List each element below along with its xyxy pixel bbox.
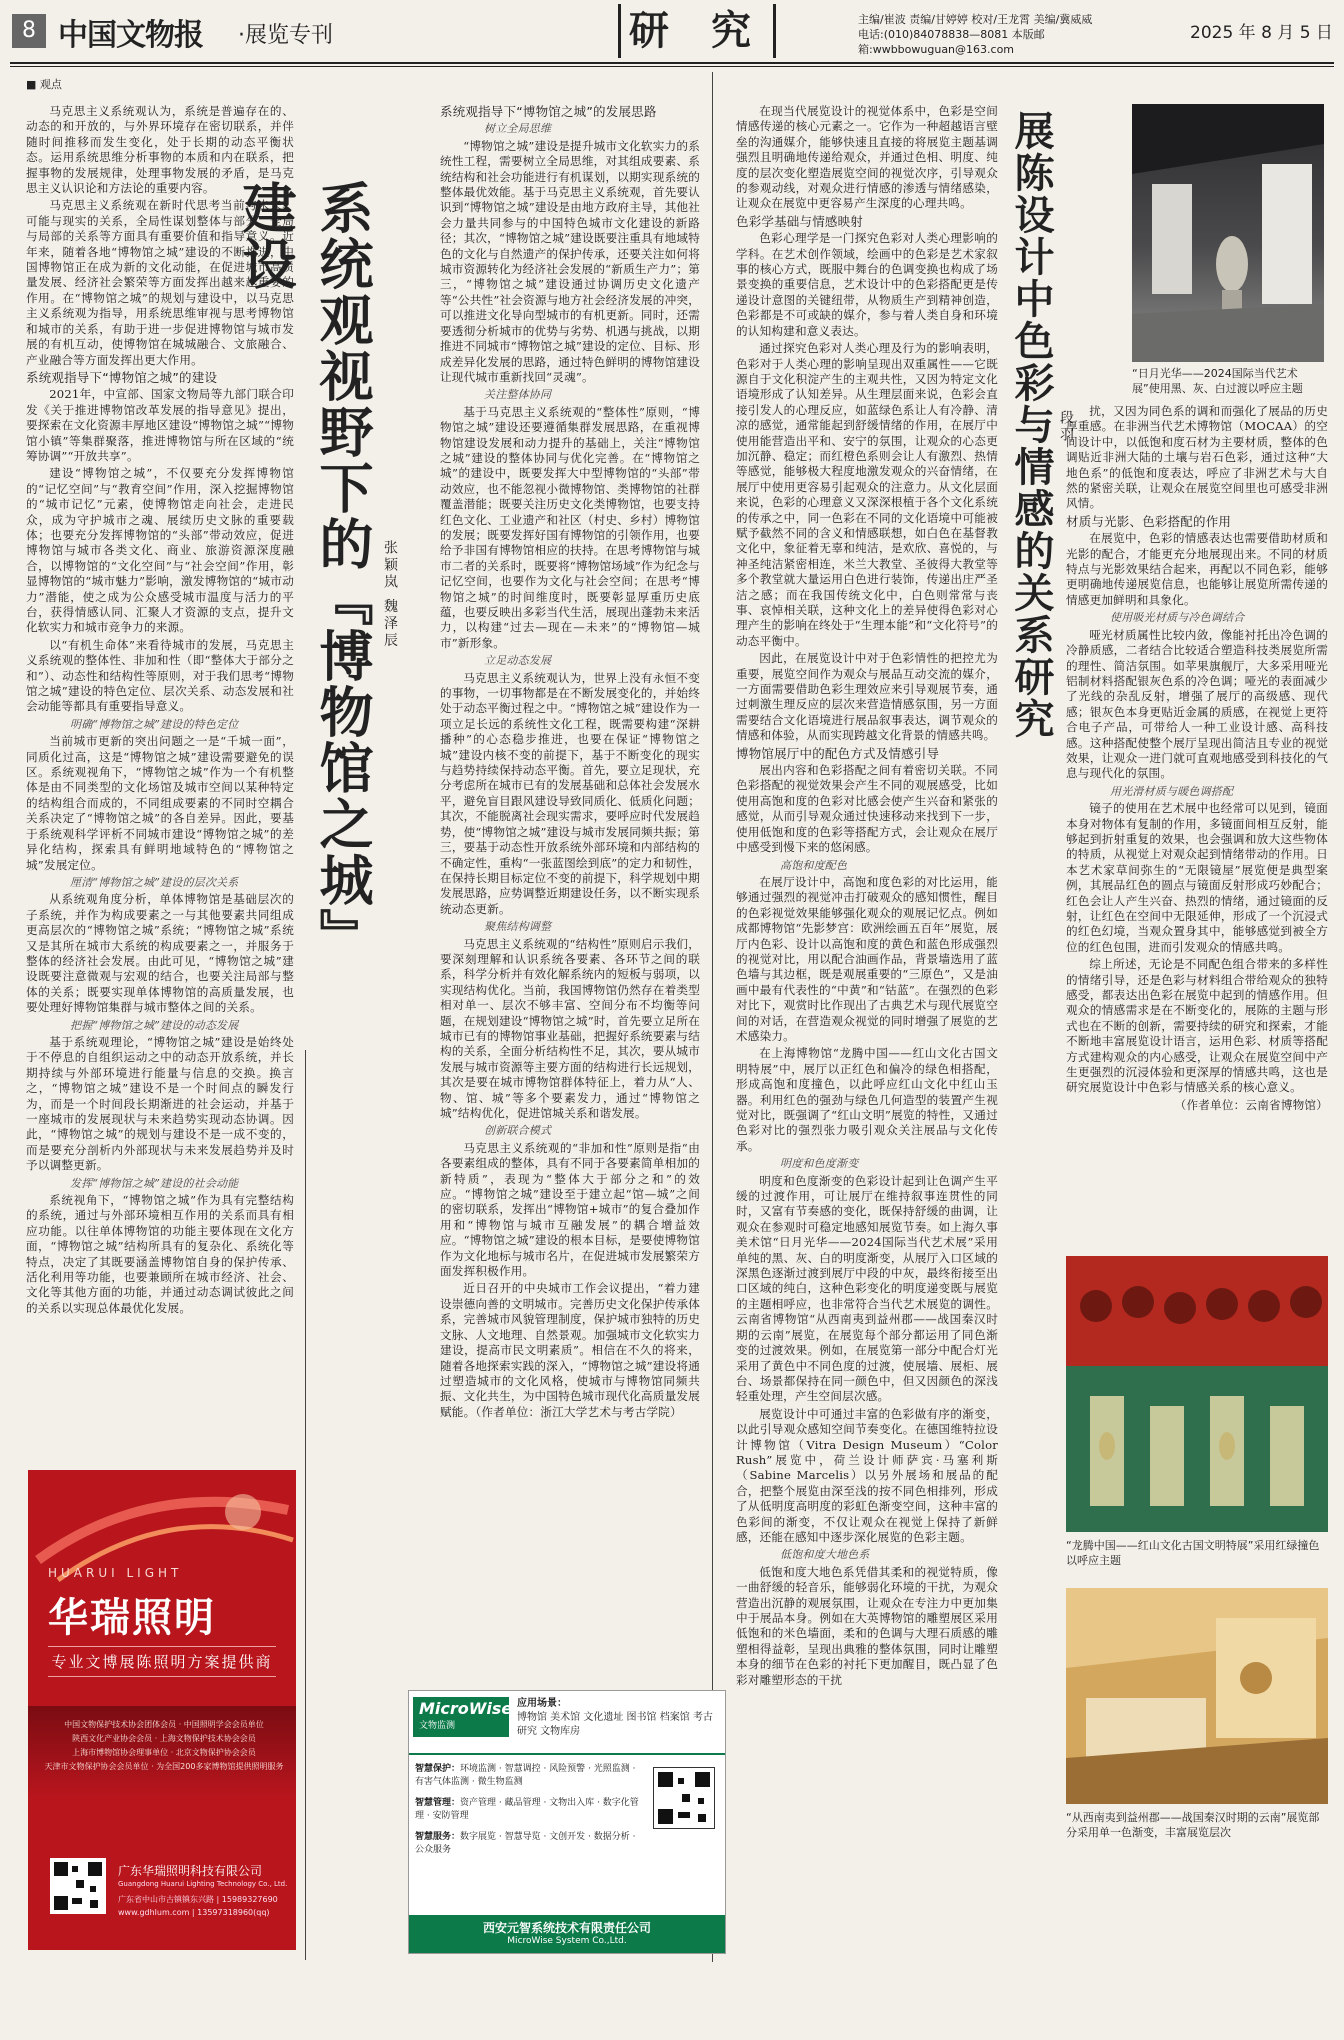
section-heading: 材质与光影、色彩搭配的作用 — [1066, 513, 1232, 529]
exhibition-photo-3 — [1066, 1588, 1328, 1804]
paragraph: 马克思主义系统观认为，世界上没有永恒不变的事物，一切事物都是在不断发展变化的，并始终处于动态平衡过程之中。“博物馆之城”建设作为一项立足长远的系统性文化工程，既需要构建“深耕播种”的心态稳步推进，也要在保证“博物馆之城”建设内核不变的前提下，基于不断变化的现实与趋势持续保持动态平衡。首先，要立足现状，充分考虑所在城市已有的发展基础和总体社会发展水平，避免盲目跟风建设导致同质化、低质化问题；其次，不能脱离社会现实需求，要呼应时代发展趋势，使“博物馆之城”建设与城市发展同频共振；第三，要基于动态性开放系统外部环境和内部结构的不确定性，重构“一张蓝图绘到底”的定力和韧性，在保持长期目标定位不变的前提下，科学规划中期发展思路，应势调整近期建设任务，以不断实现系统动态更新。 — [440, 670, 700, 916]
gallery-interior-icon — [1132, 104, 1324, 362]
feature-list — [415, 1763, 641, 1857]
paragraph: 在现当代展览设计的视觉体系中，色彩是空间情感传递的核心元素之一。它作为一种超越语言壁垒的沟通媒介，能够快速且直接的将展览主题基调强烈且明确地传递给观众，并通过色相、明度、纯度的层次变化塑造展览空间的视觉次序，引导观众的参观动线，对观众进行情感的渗透与情绪感染，让观众在展览中更容易产生深度的心理共鸣。 — [736, 104, 998, 211]
row2-label: 智慧管理： — [415, 1798, 461, 1808]
yellow-gallery-icon — [1066, 1588, 1328, 1804]
row3-text: 数字展览 · 智慧导览 · 文创开发 · 数据分析 · 公众服务 — [415, 1832, 636, 1855]
section-heading: 系统观指导下“博物馆之城”的发展思路 — [440, 104, 657, 119]
article1-author: 张颖岚 魏泽辰 — [382, 540, 398, 650]
paragraph: 通过探究色彩对人类心理及行为的影响表明，色彩对于人类心理的影响呈现出双重属性——它既源自于文化积淀产生的主观共性，又因为特定文化语境形成了认知差异。从生理层面来说，色彩会直接引发人的心理反应，如蓝绿色系让人有冷静、清凉的感觉，通常能起到舒缓情绪的作用，在展厅中使用能营造出平和、安宁的氛围，让观众的心态更加沉静、稳定；而红橙色系则会让人有激烈、热情等感觉，能够极大程度地激发观众的兴奋情绪，在展厅中使用更容易引起观众的注意力。从文化层面来说，色彩的心理意义又深深根植于各个文化系统的传承之中，同一色彩在不同的文化语境中可能被赋予截然不同的含义和情感联想，如白色在基督教文化中，象征着无辜和纯洁，是欢欣、喜悦的，与神圣纯洁紧密相连，米兰大教堂、圣彼得大教堂等多个教堂就大量运用白色进行装饰，传递出庄严圣洁之感；而在我国传统文化中，白色则常常与丧事、哀悼相关联，这种文化上的差异使得色彩对心理产生的影响在终处于“生理本能”和“文化符号”的动态平衡中。 — [736, 341, 998, 648]
paragraph: 色彩心理学是一门探究色彩对人类心理影响的学科。在艺术创作领域，绘画中的色彩是艺术家叙事的核心方式，既服中舞台的色调变换也构成了场景变换的重要信息，艺术设计中的色彩搭配更是传递设计意图的关键纽带，从物质生产到精神创造，色彩都是不可或缺的媒介，参与着人类自身和环境的认知构建和意义表达。 — [736, 231, 998, 338]
header-rule-thin — [10, 66, 1334, 67]
qr-code-icon[interactable] — [50, 1858, 106, 1914]
editor-line-1: 主编/崔波 责编/甘婷婷 校对/王龙霄 美编/冀威威 — [858, 13, 1093, 26]
article2-column-1 — [736, 104, 998, 1964]
subsection-heading: 高饱和度配色 — [780, 858, 848, 872]
brand-en: HUARUI LIGHT — [48, 1566, 183, 1580]
member-line: 陕西文化产业协会会员 · 上海文物保护技术协会会员 — [72, 1734, 256, 1743]
red-green-hall-icon — [1066, 1256, 1328, 1532]
editor-info — [858, 12, 1178, 57]
photo-caption-1: “日月光华——2024国际当代艺术展”使用黑、灰、白过渡以呼应主题 — [1132, 367, 1303, 395]
column-tag-label: 观点 — [39, 78, 62, 91]
paragraph: 马克思主义系统观的“结构性”原则启示我们，要深刻理解和认识系统各要素、各环节之间的联系，科学分析并有效化解系统内的短板与弱项，以实现结构优化。当前，我国博物馆仍然存在着类型相对单一、层次不够丰富、空间分布不均衡等问题，在规划建设“博物馆之城”时，首先要立足所在城市已有的博物馆事业基础，把握好系统要素与结构的关系，全面分析结构性不足，其次，要从城市发展与城市资源等主要方面的结构进行长远规划，其次是要在城市博物馆群体特征上，着力从“人、物、馆、城”等多个要素发力，通过“博物馆之城”结构优化，促进馆城关系和谐发展。 — [440, 936, 700, 1120]
section-heading: 系统观指导下“博物馆之城”的建设 — [26, 369, 218, 385]
company-cn: 西安元智系统技术有限责任公司 — [482, 1921, 651, 1935]
paragraph: 从系统观角度分析，单体博物馆是基础层次的子系统，并作为构成要素之一与其他要素共同组成更高层次的“博物馆之城”系统；“博物馆之城”系统又是其所在城市大系统的构成要素之一，并服务于整体的经济社会发展。由此可见，“博物馆之城”建设既要注意微观与宏观的结合，也要关注局部与整体的关系；既要实现单体博物馆的高质量发展，也要处理好博物馆集群与城市整体之间的关系。 — [26, 892, 294, 1015]
article2-title: 展陈设计中色彩与情感的关系研究 — [1008, 110, 1055, 740]
member-line: 上海市博物馆协会理事单位 · 北京文物保护协会会员 — [72, 1748, 256, 1757]
huarui-lighting-ad[interactable] — [28, 1470, 296, 1950]
section-heading: 博物馆展厅中的配色方式及情感引导 — [736, 745, 940, 761]
subsection-heading: 聚焦结构调整 — [484, 920, 552, 934]
editor-line-2: 电话:(010)84078838—8081 本版邮箱:wwbbowuguan@163.com — [858, 28, 1045, 56]
applications — [517, 1697, 717, 1739]
photo-caption-2: “龙腾中国——红山文化古国文明特展”采用红绿撞色以呼应主题 — [1066, 1539, 1320, 1567]
apps-title: 应用场景： — [517, 1698, 567, 1709]
paragraph: 系统视角下，“博物馆之城”作为具有完整结构的系统，通过与外部环境相互作用的关系而具有相应功能。以往单体博物馆的功能主要体现在文化方面，“博物馆之城”结构所具有的复杂化、系统化等特点，决定了其既要涵盖博物馆自身的保护传承、活化利用等功能，也要兼顾所在城市经济、社会、文化等其他方面的功能，并通过动态调试彼此之间的关系以实现总体最优化发展。 — [26, 1193, 294, 1315]
paragraph: 马克思主义系统观在新时代思考当前与未来、可能与现实的关系，全局性谋划整体与部分、全局与局部的关系等方面具有重要价值和指导意义。近年来，随着各地“博物馆之城”建设的不断推进，中国博物馆正在成为新的文化动能，在促进城市高质量发展、经济社会繁荣等方面发挥出越来越重要的作用。在“博物馆之城”的规划与建设中，以马克思主义系统观为指导，用系统思维审视与思考博物馆和城市的关系，有助于进一步促进博物馆与城市发展的有机互动，使博物馆在城城融合、文旅融合、产业融合等方面发挥出更大作用。 — [26, 198, 294, 367]
page-number: 8 — [12, 14, 46, 48]
photo-caption-3: “从西南夷到益州郡——战国秦汉时期的云南”展览部分采用单一色渐变，丰富展览层次 — [1066, 1811, 1320, 1839]
paragraph: 镜子的使用在艺术展中也经常可以见到，镜面本身对物体有复制的作用，多镜面间相互反射，能够起到折射重复的效果，也会强调和放大这些物体的特质，从视觉上对观众起到情绪带动的作用。日本艺术家草间弥生的“无限镜屋”展览便是典型案例，其展品红色的圆点与镜面反射形成巧妙配合；红色会让人产生兴奋、热烈的情绪，通过镜面的反射，让红色在空间中无限延伸，形成了一个沉浸式的红色幻境，当观众置身其中，能够感觉到被全方位的红色包围，进而引发观众的情感共鸣。 — [1066, 801, 1328, 954]
header-rule — [10, 62, 1334, 64]
newspaper-logo: 中国文物报 — [58, 18, 203, 53]
subsection-heading: 明确“博物馆之城”建设的特色定位 — [70, 717, 239, 731]
paragraph: 低饱和度大地色系凭借其柔和的视觉特质，像一曲舒缓的轻音乐，能够弱化环境的干扰，为观众营造出沉静的观展氛围，让观众在专注力中更加集中于展品本身。例如在大英博物馆的雕塑展区采用低饱和的米色墙面，柔和的色调与大理石质感的雕塑相得益彰，呈现出典雅的整体氛围，同时让雕塑本身的细节在色彩的衬托下更加醒目，既凸显了色彩对雕塑形态的干扰 — [736, 1564, 998, 1687]
article2-author: 段羽 — [1058, 410, 1074, 444]
article1-column-1 — [26, 104, 294, 1414]
section-title: 研 究 — [618, 4, 776, 58]
paragraph: 建设“博物馆之城”，不仅要充分发挥博物馆的“记忆空间”与“教育空间”作用，深入挖掘博物馆的“城市记忆”元素，使博物馆走向社会，走进民众，成为守护城市之魂、展续历史文脉的重要载体；也要充分发挥博物馆的“头部”带动效应，促进博物馆与城市各类文化、商业、旅游资源深度融合，以博物馆的“文化空间”与“社会空间”作用，彰显博物馆的“城市魅力”影响，激发博物馆的“城市动力”潜能，使之成为公众感受城市温度与活力的平台，获得情感认同、汇聚人才资源的支点，提升文化软实力和城市竞争力的来源。 — [26, 466, 294, 635]
paragraph: 明度和色度渐变的色彩设计起到让色调产生平缓的过渡作用，可让展厅在维持叙事连贯性的同时，又富有节奏感的变化，既保持舒缓的曲调，让观众在参观时可稳定地感知展览节奏。如上海久事美术馆“日月光华——2024国际当代艺术展”采用单纯的黑、灰、白的明度渐变，从展厅入口区域的深黑色逐渐过渡到展厅中段的中灰，最终衔接至出口区域的纯白，这种色彩变化的明度递变既与展览的主题相呼应，也非常符合当代艺术展览的调性。云南省博物馆“从西南夷到益州郡——战国秦汉时期的云南”展览，在展览每个部分都运用了同色渐变的过渡效果。例如，在展览第一部分中配合灯光采用了黄色中不同色度的过渡，使展墙、展柜、展台、场景都保持在同一颜色中，但又因颜色的深浅轻重处理，产生空间层次感。 — [736, 1173, 998, 1404]
company-web: www.gdhlum.com | 13597318960(qq) — [118, 1908, 270, 1917]
paragraph: 在展厅设计中，高饱和度色彩的对比运用，能够通过强烈的视觉冲击打破观众的感知惯性，醒目的色彩视觉效果能够强化观众的观展记忆点。例如成都博物馆“先影梦宫：欧洲绘画五百年”展览，展厅内色彩、设计以高饱和度的黄色和蓝色形成强烈的视觉对比，用以配合油画作品，背景墙选用了蓝色墙与其边框，既是观展重要的“三原色”，又是油画中最有代表性的“中黄”和“钴蓝”。在强烈的色彩对比下，观赏时比作现出了古典艺术与现代展览空间的对话，在营造观众视觉的同时增强了展览的艺术感染力。 — [736, 874, 998, 1043]
qr-code-icon[interactable] — [653, 1767, 715, 1829]
subsection-heading: 低饱和度大地色系 — [780, 1548, 870, 1562]
subsection-heading: 发挥“博物馆之城”建设的社会动能 — [70, 1176, 239, 1190]
company-en: MicroWise System Co.,Ltd. — [507, 1936, 627, 1946]
issue-date: 2025 年 8 月 5 日 — [1190, 23, 1333, 43]
exhibition-photo-1 — [1132, 104, 1324, 362]
paragraph: 近日召开的中央城市工作会议提出，“着力建设崇德向善的文明城市。完善历史文化保护传承体系，完善城市风貌管理制度，保护城市独特的历史文脉、人文地理、自然景观。加强城市文化软实力建设，提高市民文明素质”。相信在不久的将来，随着各地探索实践的深入，“博物馆之城”建设将通过塑造城市的文化风格，使城市与博物馆同频共振、文化共生，为中国特色城市现代化高质量发展赋能。（作者单位：浙江大学艺术与考古学院） — [440, 1281, 700, 1419]
author-affiliation: （作者单位：云南省博物馆） — [1174, 1097, 1328, 1112]
member-line: 天津市文物保护协会会员单位 · 为全国200多家博物馆提供照明服务 — [44, 1762, 284, 1771]
subsection-heading: 把握“博物馆之城”建设的动态发展 — [70, 1018, 239, 1032]
microwise-ad[interactable] — [408, 1690, 726, 1954]
member-lines — [42, 1718, 286, 1774]
article2-column-2 — [1066, 404, 1328, 1224]
microwise-logo — [413, 1697, 513, 1737]
paragraph: 马克思主义系统观的“非加和性”原则是指“由各要素组成的整体，具有不同于各要素简单相加的新特质”，表现为“整体大于部分之和”的效应。“博物馆之城”建设至于建立起“馆—城”之间的密切联系，发挥出“博物馆+城市”的复合叠加作用和“博物馆与城市互融发展”的耦合增益效应。“博物馆之城”建设的根本目标，是要使博物馆作为文化地标与城市名片，在促进城市发展繁荣方面发挥积极作用。 — [440, 1140, 700, 1279]
paragraph: 马克思主义系统观认为，系统是普遍存在的、动态的和开放的，与外界环境存在密切联系，并伴随时间推移而发生变化，处于长期的动态平衡状态。运用系统思维分析事物的本质和内在联系，把握事物的发展规律，处理事物发展的矛盾，是马克思主义认识论和方法论的重要内容。 — [26, 104, 294, 196]
company-cn: 广东华瑞照明科技有限公司 — [118, 1864, 263, 1878]
article1-column-2 — [440, 104, 700, 1954]
exhibition-photo-2 — [1066, 1256, 1328, 1532]
paragraph: 扰，又因为同色系的调和而强化了展品的历史厚重感。在非洲当代艺术博物馆（MOCAA）的空间设计中，以低饱和度石材为主要材质，整体的色调贴近非洲大陆的土壤与岩石色彩，通过这种“大地色系”的低饱和度表达，呼应了非洲艺术与大自然的紧密关联，让观众在展览空间里也可感受非洲风情。 — [1066, 404, 1328, 511]
subsection-heading: 立足动态发展 — [484, 654, 552, 668]
subsection-heading: 用光滑材质与暖色调搭配 — [1110, 784, 1234, 798]
apps-list: 博物馆 美术馆 文化遗址 图书馆 档案馆 考古研究 文物库房 — [517, 1712, 713, 1737]
brand-cn: 华瑞照明 — [48, 1595, 216, 1641]
paragraph: 展览设计中可通过丰富的色彩做有序的渐变，以此引导观众感知空间节奏变化。在德国维特拉设计博物馆（Vitra Design Museum）“Color Rush”展览中，荷兰设计师萨宾·马塞利斯（Sabine Marcelis）以另外展场和展品的配合，把整个展览由深至浅的按不同色相排列，形成了从低明度高明度的彩虹色渐变空间，这种丰富的色彩间的渐变，不仅让观众在视觉上保持了新鲜感，还能在感知中逐步深化展览的色彩主题。 — [736, 1406, 998, 1544]
company-contact: 广东省中山市古镇镇东兴路 | 15989327690 — [118, 1895, 278, 1904]
article1-title: 系统观视野下的『博物馆之城』建设 — [234, 180, 375, 937]
brand-sub: 文物监测 — [419, 1721, 456, 1731]
paragraph: 以“有机生命体”来看待城市的发展，马克思主义系统观的整体性、非加和性（即“整体大于部分之和”）、动态性和结构性等原则，对于我们思考“博物馆之城”建设的特色定位、层次关系、动态发展和社会动能等都具有重要指导意义。 — [26, 637, 294, 714]
paragraph: 在上海博物馆“龙腾中国——红山文化古国文明特展”中，展厅以正红色和偏冷的绿色相搭配，形成高饱和度撞色，以此呼应红山文化中红山玉器。利用红色的强劲与绿色几何造型的装置产生视觉对比，既强调了“红山文明”展览的特性，又通过色彩对比的强烈张力吸引观众关注展品与文化传承。 — [736, 1046, 998, 1153]
subsection-heading: 创新联合模式 — [484, 1124, 552, 1138]
subsection-heading: 厘清“博物馆之城”建设的层次关系 — [70, 875, 239, 889]
paragraph: 基于系统观理论，“博物馆之城”建设是始终处于不停息的自组织运动之中的动态开放系统，并长期持续与外部环境进行能量与信息的交换。换言之，“博物馆之城”建设不是一个时间点的瞬发行为，而是一个时间段长期渐进的社会运动，并基于一座城市的发展现状与未来趋势实现动态协调。因此，“博物馆之城”的规划与建设不是一成不变的，而是要充分剖析内外部现状与未来发展趋势并及时予以调整更新。 — [26, 1034, 294, 1173]
section-divider — [712, 72, 713, 1962]
ad-rule — [409, 1753, 725, 1755]
column-tag: ■ 观点 — [26, 78, 62, 91]
brand-name: MicroWise — [419, 1699, 513, 1718]
paragraph: 综上所述，无论是不同配色组合带来的多样性的情绪引导，还是色彩与材料组合带给观众的独特感受，都表达出色彩在展览中起到的情感作用。但观众的情感需求是在不断变化的，展陈的主题与形式也在不断的创新，需要持续的研究和探索，才能不断地丰富展览设计语言，运用色彩、材质等搭配方式建构观众的内心感受，让观众在展览空间中产生更强烈的沉浸体验和更深厚的情感共鸣，这也是研究展览设计中色彩与情感关系的核心意义。 — [1066, 957, 1328, 1095]
row1-text: 环境监测 · 智慧调控 · 风险预警 · 光照监测 · 有害气体监测 · 微生物监测 — [415, 1764, 636, 1787]
paragraph: 当前城市更新的突出问题之一是“千城一面”，同质化过高，这是“博物馆之城”建设需要避免的误区。系统观视角下，“博物馆之城”作为一个有机整体是由不同类型的文化场馆及城市空间以某种特定的结构组合而成的，不同组成要素的不同时空耦合关系决定了“博物馆之城”的各自差异。因此，要基于系统观科学评析不同城市建设“博物馆之城”的差异化结构，探索具有鲜明地域特色的“博物馆之城”发展定位。 — [26, 734, 294, 872]
subsection-heading: 树立全局思维 — [484, 122, 552, 136]
slogan: 专业文博展陈照明方案提供商 — [48, 1646, 276, 1677]
column-divider — [305, 1050, 306, 1960]
paragraph: 展出内容和色彩搭配之间有着密切关联。不同色彩搭配的视觉效果会产生不同的观展感受，比如使用高饱和度的色彩对比感会使产生兴奋和紧张的感觉，从而引导观众通过快速移动来找到下一步，使用低饱和度的色彩等搭配方式，会让观众在展厅中感受到慢下来的悠闲感。 — [736, 763, 998, 855]
row1-label: 智慧保护： — [415, 1764, 461, 1774]
company-en: Guangdong Huarui Lighting Technology Co., Ltd. — [118, 1880, 288, 1888]
subsection-heading: 关注整体协同 — [484, 388, 552, 402]
row3-label: 智慧服务： — [415, 1832, 461, 1842]
subsection-heading: 明度和色度渐变 — [780, 1157, 859, 1171]
paragraph: 在展览中，色彩的情感表达也需要借助材质和光影的配合，才能更充分地展现出来。不同的材质特点与光影效果结合起来，再配以不同色彩，能够更明确地传递展览信息，也能够让展览所需传递的情感更加鲜明和具象化。 — [1066, 531, 1328, 607]
paragraph: 2021年，中宣部、国家文物局等九部门联合印发《关于推进博物馆改革发展的指导意见》提出，要探索在文化资源丰厚地区建设“博物馆之城”“博物馆小镇”等集群聚落，推进博物馆与所在区域的“统筹协调”“开放共享”。 — [26, 387, 294, 463]
edition-label: ·展览专刊 — [238, 23, 333, 48]
row2-text: 资产管理 · 藏品管理 · 文物出入库 · 数字化管理 · 安防管理 — [415, 1798, 639, 1821]
section-heading: 色彩学基础与情感映射 — [736, 213, 864, 229]
paragraph: “博物馆之城”建设是提升城市文化软实力的系统性工程，需要树立全局思维，对其组成要素、系统结构和社会功能进行有机谋划，以期实现系统的整体最优效能。基于马克思主义系统观，首先要认识到“博物馆之城”建设是由地方政府主导，其他社会力量共同参与的中国特色城市文化建设的新路径；其次，“博物馆之城”建设既要注重具有地域特色的文化与自然遗产的保护传承，还要关注如何将城市资源转化为经济社会发展的“新质生产力”；第三，“博物馆之城”建设通过协调历史文化遗产等“公共性”社会资源与地方社会经济发展的冲突，可以推进文化导向型城市的有机更新。同时，还需要透彻分析城市的优势与劣势、机遇与挑战，以期推进不同城市“博物馆之城”建设的定位、目标、形成差异化发展的思路，通过特色鲜明的博物馆建设让现代城市重新找回“灵魂”。 — [440, 138, 700, 384]
paragraph: 哑光材质属性比较内敛，像能衬托出冷色调的冷静质感，二者结合比较适合塑造科技类展览所需的理性、简洁氛围。如苹果旗舰厅，大多采用哑光铝制材料搭配银灰色系的冷色调；哑光的表面减少了光线的杂乱反射，增强了展厅的高级感、现代感；银灰色本身更贴近金属的质感，在视觉上更符合电子产品，可带给人一种工业设计感、高科技感。这种搭配使整个展厅呈现出简洁且专业的视觉效果，让观众一进门就可直观地感受到科技化的气息与现代化的氛围。 — [1066, 627, 1328, 781]
company-footer — [409, 1915, 725, 1953]
paragraph: 因此，在展览设计中对于色彩情性的把控尤为重要，展览空间作为观众与展品互动交流的媒介，一方面需要借助色彩生理效应来引导观展节奏，通过刺激生理反应的层次来营造情感氛围，另一方面需要结合文化语境进行展品叙事表达，调节观众的情感和体验，从而实现跨越文化背景的情感共鸣。 — [736, 651, 998, 743]
member-line: 中国文物保护技术协会团体会员 · 中国照明学会会员单位 — [64, 1720, 264, 1729]
subsection-heading: 使用吸光材质与冷色调结合 — [1110, 611, 1245, 625]
paragraph: 基于马克思主义系统观的“整体性”原则，“博物馆之城”建设还要遵循集群发展思路，在重视博物馆建设发展和动力提升的基础上，关注“博物馆之城”建设的整体协同与优化完善。在“博物馆之城”的建设中，既要发挥大中型博物馆的“头部”带动效应，也不能忽视小微博物馆、类博物馆的社群覆盖潜能；既要关注历史文化类博物馆，也要支持红色文化、工业遗产和社区（村史、乡村）博物馆的发展；既要发挥好国有博物馆的引领作用，也要给予非国有博物馆相应的扶持。在思考博物馆与城市二者的关系时，既要将“博物馆场域”作为纪念与记忆空间，也要作为文化与社会空间；在思考“博物馆之城”的时间维度时，既要彰显厚重历史底蕴，也要反映出多彩当代生活，展现出蓬勃未来活力，以构建“过去—现在—未来”的“博物馆—城市”新形象。 — [440, 404, 700, 650]
